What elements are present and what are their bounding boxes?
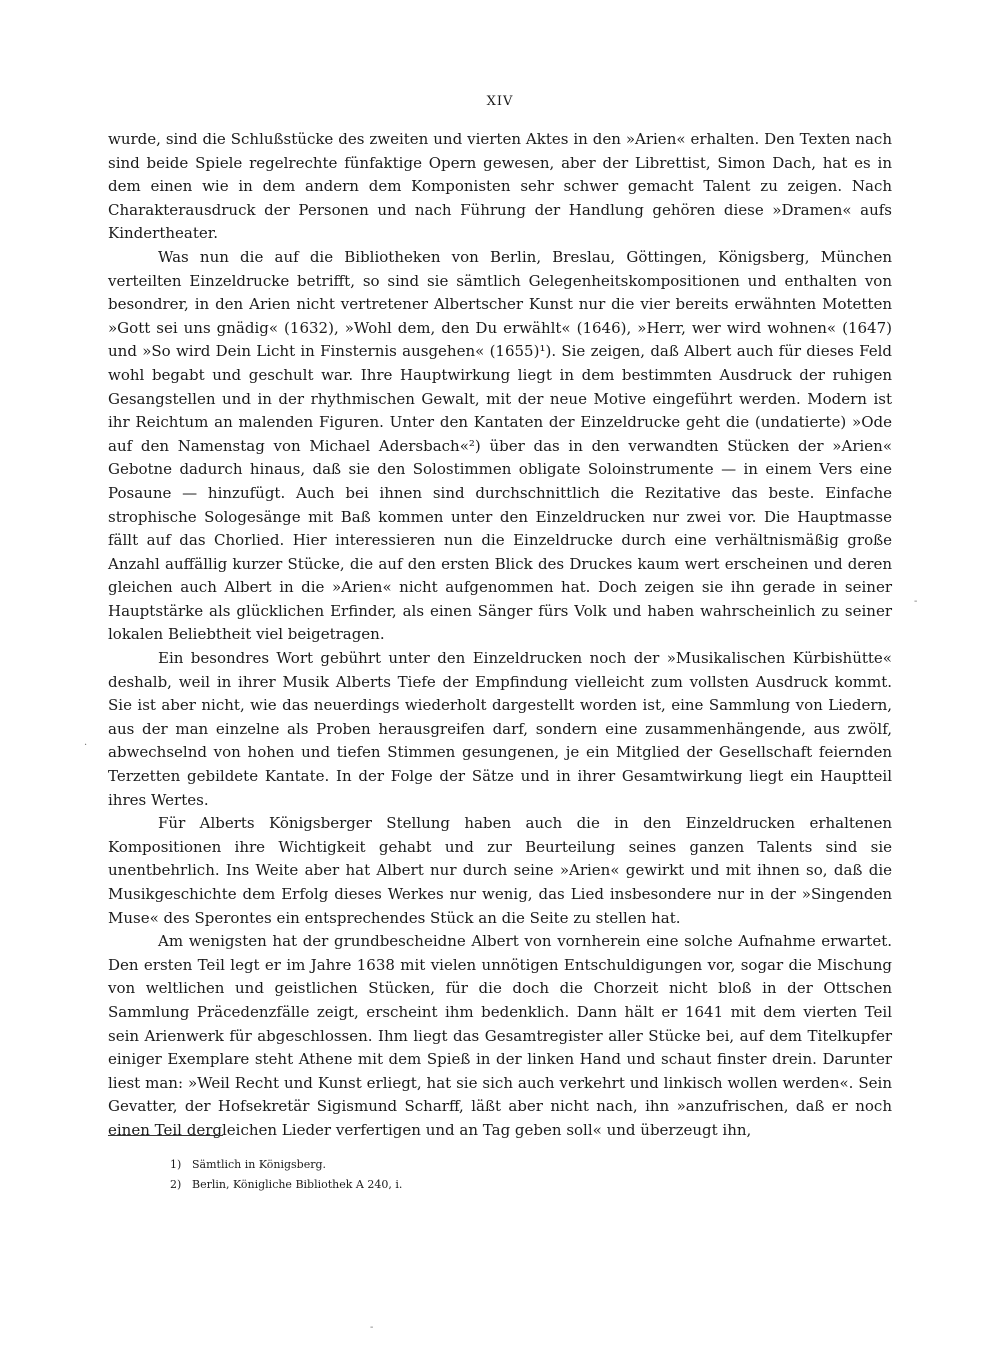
paragraph: Ein besondres Wort gebührt unter den Einzeldrucken noch der »Musikalischen Kürbishütte« deshalb, weil in ihrer Musik Alberts Tiefe der Empfindung vielleicht zum vollsten Ausdruck kommt. Sie ist aber nicht, wie das neuerdings wiederholt dargestellt worden ist, eine Sammlung von Liedern, aus der man einzelne als Proben herausgreifen darf, sondern eine zusammenhängende, aus zwölf, abwechselnd von hohen und tiefen Stimmen gesungenen, je ein Mitglied der Gesellschaft feiernden Terzetten gebildete Kantate. In der Folge der Sätze und in ihrer Gesamtwirkung liegt ein Hauptteil ihres Wertes.: [108, 649, 892, 809]
paragraph: Am wenigsten hat der grundbescheidne Albert von vornherein eine solche Aufnahme erwartet. Den ersten Teil legt er im Jahre 1638 mit vielen unnötigen Entschuldigungen vor, sogar die Mischung von weltlichen und geistlichen Stücken, für die doch die Chorzeit nicht bloß in der Ottschen Sammlung Präcedenzfälle zeigt, erscheint ihm bedenklich. Dann hält er 1641 mit dem vierten Teil sein Arienwerk für abgeschlossen. Ihm liegt das Gesamtregister aller Stücke bei, auf dem Titelkupfer einiger Exemplare steht Athene mit dem Spieß in der linken Hand und schaut finster drein. Darunter liest man: »Weil Recht und Kunst erliegt, hat sie sich auch verkehrt und linkisch wollen werden«. Sein Gevatter, der Hofsekretär Sigismund Scharff, läßt aber nicht nach, ihn »anzufrischen, daß er noch einen Teil dergleichen Lieder verfertigen und an Tag geben soll« und überzeugt ihn,: [108, 932, 892, 1139]
paragraph: Was nun die auf die Bibliotheken von Berlin, Breslau, Göttingen, Königsberg, München verteilten Einzeldrucke betrifft, so sind sie sämtlich Gelegenheitskompositionen und enthalten von besondrer, in den Arien nicht vertretener Albertscher Kunst nur die vier bereits erwähnten Motetten »Gott sei uns gnädig« (1632), »Wohl dem, den Du erwählt« (1646), »Herr, wer wird wohnen« (1647) und »So wird Dein Licht in Finsternis ausgehen« (1655)¹). Sie zeigen, daß Albert auch für dieses Feld wohl begabt und geschult war. Ihre Hauptwirkung liegt in dem bestimmten Ausdruck der ruhigen Gesangstellen und in der rhythmischen Gewalt, mit der neue Motive eingeführt werden. Modern ist ihr Reichtum an malenden Figuren. Unter den Kantaten der Einzeldrucke geht die (undatierte) »Ode auf den Namenstag von Michael Adersbach«²) über das in den verwandten Stücken der »Arien« Gebotne dadurch hinaus, daß sie den Solostimmen obligate Soloinstrumente — in einem Vers eine Posaune — hinzufügt. Auch bei ihnen sind durchschnittlich die Rezitative das beste. Einfache strophische Sologesänge mit Baß kommen unter den Einzeldrucken nur zwei vor. Die Hauptmasse fällt auf das Chorlied. Hier interessieren nun die Einzeldrucke durch eine verhältnismäßig große Anzahl auffällig kurzer Stücke, die auf den ersten Blick des Druckes kaum wert erscheinen und deren gleichen auch Albert in die »Arien« nicht aufgenommen hat. Doch zeigen sie ihn gerade in seiner Hauptstärke als glücklichen Erfinder, als einen Sänger fürs Volk und haben wahrscheinlich zu seiner lokalen Beliebtheit viel beigetragen.: [108, 247, 892, 644]
print-speck: -: [914, 596, 918, 607]
page-number: XIV: [486, 94, 514, 109]
footnote-separator: [108, 1135, 223, 1136]
footnote-text: Berlin, Königliche Bibliothek A 240, i.: [192, 1178, 403, 1191]
print-speck: ·: [84, 740, 88, 751]
footnotes: [170, 1155, 770, 1195]
print-speck: -: [370, 1322, 374, 1333]
footnote-number: 1): [170, 1158, 182, 1171]
body-text: [108, 128, 892, 1143]
paragraph: Für Alberts Königsberger Stellung haben auch die in den Einzeldrucken erhaltenen Kompositionen ihre Wichtigkeit gehabt und zur Beurteilung seines ganzen Talents sind sie unentbehrlich. Ins Weite aber hat Albert nur durch seine »Arien« gewirkt und mit ihnen so, daß die Musikgeschichte dem Erfolg dieses Werkes nur wenig, das Lied insbesondere nur in der »Singenden Muse« des Sperontes ein entsprechendes Stück an die Seite zu stellen hat.: [108, 814, 892, 927]
footnote-number: 2): [170, 1178, 182, 1191]
footnote: [170, 1155, 770, 1175]
paragraph: wurde, sind die Schlußstücke des zweiten und vierten Aktes in den »Arien« erhalten. Den Texten nach sind beide Spiele regelrechte fünfaktige Opern gewesen, aber der Librettist, Simon Dach, hat es in dem einen wie in dem andern dem Komponisten sehr schwer gemacht Talent zu zeigen. Nach Charakterausdruck der Personen und nach Führung der Handlung gehören diese »Dramen« aufs Kindertheater.: [108, 130, 892, 243]
footnote: [170, 1175, 770, 1195]
footnote-text: Sämtlich in Königsberg.: [192, 1158, 327, 1171]
